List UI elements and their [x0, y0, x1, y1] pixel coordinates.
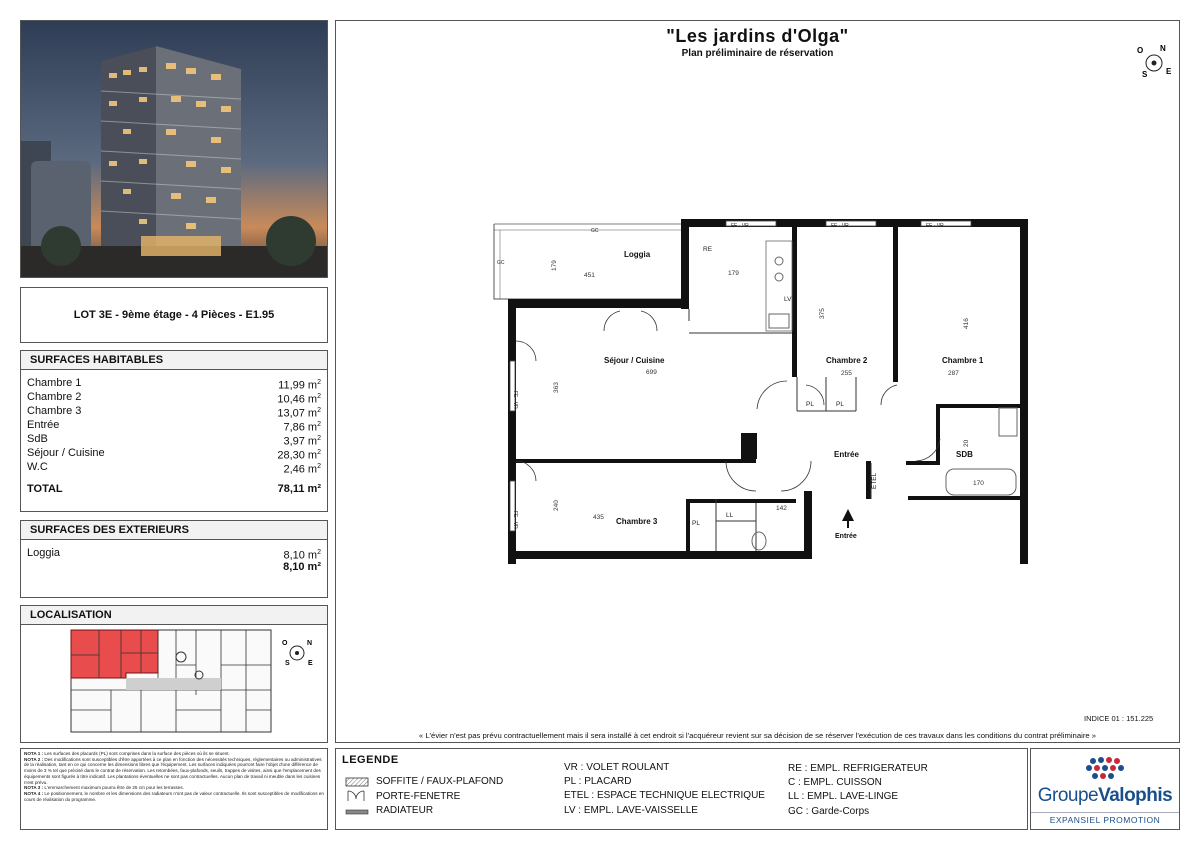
surface-total-row: TOTAL 78,11 m²	[27, 483, 321, 495]
note: NOTA 2 : Des modifications sont susceptibles d'être apportées à ce plan en fonction des nécessités techniques, réglementaires ou administratives de la réalisation, tant en ce qui concerne les dimensions libres que l'équipement. Les surfaces indiquées pourront faire l'objet d'une différence de moins de 3 % tel que précisé dans le contrat de réservation. Les retombées, faux-plafonds, seuils, trappes de visites, ainsi que l'emplacement des équipements sont figurés à titre indicatif. Les plantations éventuelles ne sont pas contractuelles. Aucun plan de travail ni meuble dans les cuisines n'est prévu.	[24, 756, 322, 785]
legend-item: LL : EMPL. LAVE-LINGE	[788, 791, 899, 802]
svg-text:255: 255	[841, 370, 852, 377]
legend-heading: LEGENDE	[342, 754, 399, 766]
svg-text:179: 179	[551, 260, 558, 271]
entree-arrow-label: Entrée	[835, 533, 857, 540]
legend-item: PL : PLACARD	[564, 776, 632, 787]
plan-title: "Les jardins d'Olga"	[666, 26, 849, 46]
plan-disclaimer: « L'évier n'est pas prévu contractuellement mais il sera installé à cet endroit si l'acquéreur revient sur sa décision de se réserver l'exécution de ces travaux dans les conditions du contrat préliminaire »	[418, 731, 1097, 740]
svg-text:ETEL: ETEL	[871, 472, 878, 489]
svg-text:LL: LL	[726, 512, 734, 519]
svg-text:PL: PL	[836, 401, 844, 408]
legend-item: LV : EMPL. LAVE-VAISSELLE	[564, 805, 698, 816]
legend-item: GC : Garde-Corps	[788, 806, 870, 817]
surfaces-habitables-panel	[20, 350, 328, 512]
legend-item: RADIATEUR	[376, 805, 434, 816]
svg-text:E: E	[308, 660, 313, 667]
localisation-heading: LOCALISATION	[21, 606, 327, 625]
plan-indice: INDICE 01 : 151.225	[1084, 714, 1154, 723]
compass-small	[282, 640, 313, 667]
svg-text:240: 240	[553, 500, 560, 511]
svg-text:FE - VR: FE - VR	[512, 511, 518, 529]
svg-text:142: 142	[776, 505, 787, 512]
logo-wordmark: GroupeValophis	[1037, 785, 1173, 806]
exterior-row: Loggia 8,10 $m^2$	[27, 547, 321, 562]
legend-item: RE : EMPL. REFRIGERATEUR	[788, 763, 928, 774]
svg-text:N: N	[1160, 44, 1166, 53]
legend-item: PORTE-FENETRE	[376, 791, 461, 802]
note: NOTA 3 : L'emmarchement maximum pourra être de 25 cm pour les terrasses.	[24, 785, 184, 791]
surface-row: Séjour / Cuisine 28,30 $m^2$	[27, 447, 321, 462]
logo-dots-icon	[1083, 755, 1133, 783]
building-photo	[20, 20, 328, 278]
legend-panel	[335, 748, 1028, 830]
legend-symbols	[344, 775, 374, 819]
floor-plan-panel	[335, 20, 1180, 743]
note: NOTA 1 : Les surfaces des placards (PL) sont comprises dans la surface des pièces où ils se situent.	[24, 751, 230, 756]
svg-text:FE - VR: FE - VR	[831, 223, 849, 229]
svg-text:LV: LV	[784, 296, 792, 303]
localisation-panel	[20, 605, 328, 743]
legend-item: SOFFITE / FAUX-PLAFOND	[376, 776, 504, 787]
svg-text:E: E	[1166, 67, 1172, 76]
svg-text:435: 435	[593, 514, 604, 521]
brand-logo	[1030, 748, 1180, 830]
room-label-sdb: SDB	[956, 450, 973, 459]
svg-text:FE - VR: FE - VR	[512, 391, 518, 409]
svg-text:363: 363	[553, 382, 560, 393]
notes-panel	[20, 748, 328, 830]
note: NOTA 4 : Le positionnement, le nombre et les dimensions des radiateurs n'ont pas de valeur contractuelle. Ils sont susceptibles de modifications en cours de réalisation du programme.	[24, 790, 324, 802]
surfaces-exterieurs-heading: SURFACES DES EXTERIEURS	[21, 521, 327, 540]
svg-text:170: 170	[973, 480, 984, 487]
building-render-image	[21, 21, 328, 278]
svg-text:S: S	[285, 660, 290, 667]
svg-text:FE - VR: FE - VR	[731, 223, 749, 229]
svg-text:20: 20	[963, 439, 970, 447]
legend-item: VR : VOLET ROULANT	[564, 762, 670, 773]
svg-text:375: 375	[819, 308, 826, 319]
room-label-chambre3: Chambre 3	[616, 517, 658, 526]
legend-item: ETEL : ESPACE TECHNIQUE ELECTRIQUE	[564, 790, 765, 801]
surface-row: W.C 2,46 $m^2$	[27, 461, 321, 476]
svg-text:FE - VR: FE - VR	[926, 223, 944, 229]
surface-row: Chambre 2 10,46 $m^2$	[27, 391, 321, 406]
svg-text:O: O	[1137, 46, 1144, 55]
surface-row: Chambre 1 11,99 $m^2$	[27, 377, 321, 392]
floor-location-map	[21, 625, 327, 740]
legend-item: C : EMPL. CUISSON	[788, 777, 882, 788]
surface-row: SdB 3,97 $m^2$	[27, 433, 321, 448]
compass-icon	[1137, 44, 1172, 79]
svg-text:GC: GC	[497, 260, 505, 266]
room-label-loggia: Loggia	[624, 250, 651, 259]
svg-text:RE: RE	[703, 246, 713, 253]
room-label-entree: Entrée	[834, 450, 859, 459]
surfaces-exterieurs-panel	[20, 520, 328, 598]
svg-text:N: N	[307, 640, 313, 647]
lot-title: LOT 3E - 9ème étage - 4 Pièces - E1.95	[73, 309, 275, 321]
floor-plan-drawing	[336, 21, 1181, 721]
svg-text:PL: PL	[806, 401, 814, 408]
svg-text:416: 416	[963, 318, 970, 329]
svg-text:O: O	[282, 640, 288, 647]
svg-text:179: 179	[728, 270, 739, 277]
surfaces-habitables-heading: SURFACES HABITABLES	[21, 351, 327, 370]
svg-text:GC: GC	[591, 228, 599, 234]
room-label-chambre1: Chambre 1	[942, 356, 984, 365]
exterior-total-row: 8,10 m²	[283, 561, 321, 573]
lot-title-box	[20, 287, 328, 343]
svg-text:699: 699	[646, 369, 657, 376]
logo-subtitle: EXPANSIEL PROMOTION	[1031, 812, 1179, 825]
svg-text:PL: PL	[692, 520, 700, 527]
svg-text:287: 287	[948, 370, 959, 377]
surface-row: Chambre 3 13,07 $m^2$	[27, 405, 321, 420]
svg-text:S: S	[1142, 70, 1148, 79]
plan-subtitle: Plan préliminaire de réservation	[681, 48, 834, 59]
room-label-chambre2: Chambre 2	[826, 356, 868, 365]
svg-text:451: 451	[584, 272, 595, 279]
room-label-sejour: Séjour / Cuisine	[604, 356, 665, 365]
surface-row: Entrée 7,86 $m^2$	[27, 419, 321, 434]
